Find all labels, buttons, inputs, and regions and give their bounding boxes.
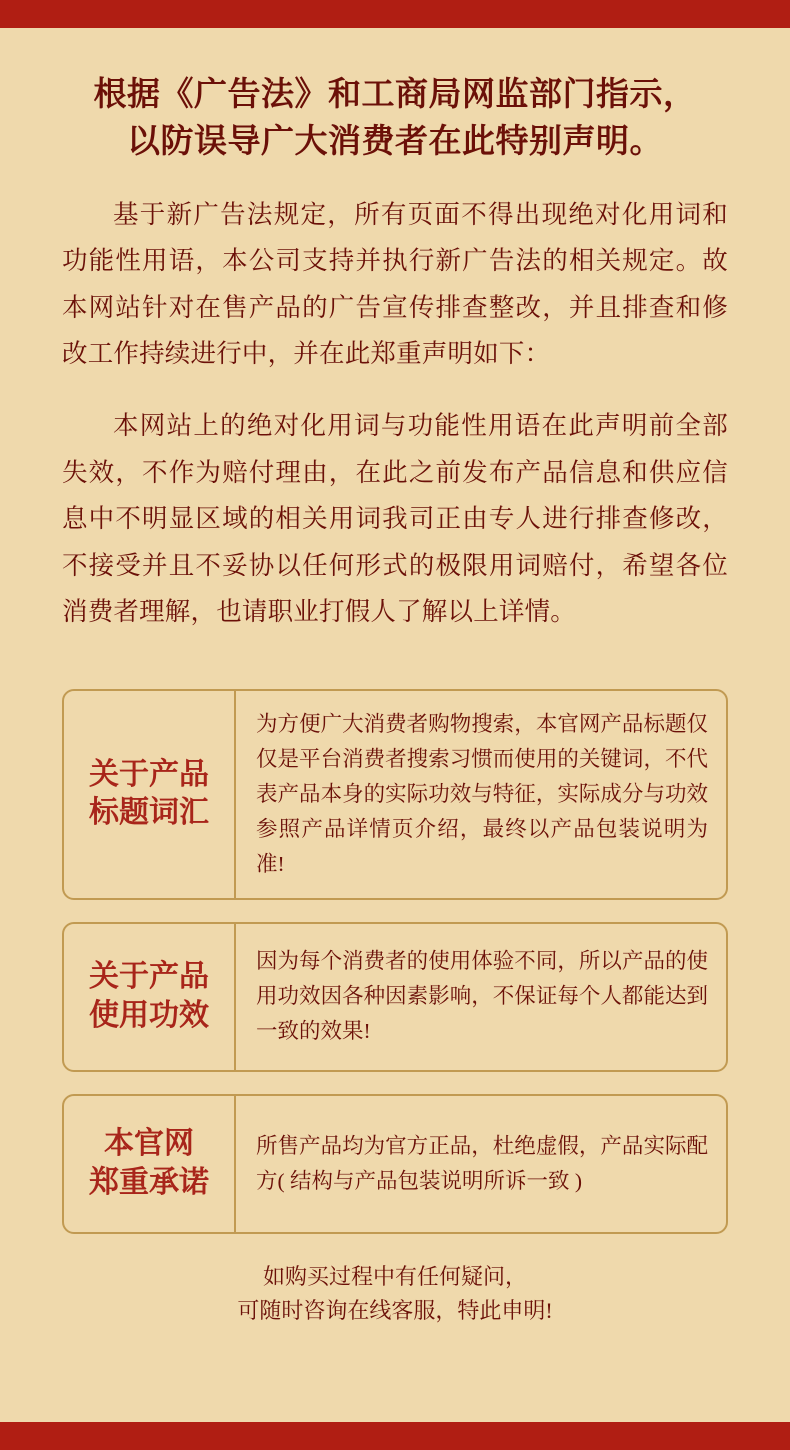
page-title-line-1: 根据《广告法》和工商局网监部门指示， xyxy=(93,77,697,113)
statement-card-product-title-terms xyxy=(62,689,728,899)
card-title-line-1: 关于产品 xyxy=(89,960,209,994)
card-title-product-efficacy xyxy=(64,924,236,1070)
card-body-official-promise: 所售产品均为官方正品，杜绝虚假，产品实际配方( 结构与产品包装说明所诉一致 ) xyxy=(256,1133,708,1193)
top-accent-bar xyxy=(0,0,790,28)
disclaimer-panel xyxy=(0,28,790,1422)
bottom-accent-bar xyxy=(0,1422,790,1450)
statement-card-list xyxy=(62,689,728,1233)
paragraph-two: 本网站上的绝对化用词与功能性用语在此声明前全部失效，不作为赔付理由，在此之前发布产品信息和供应信息中不明显区域的相关用词我司正由专人进行排查修改，不接受并且不妥协以任何形式的极限用词赔付，希望各位消费者理解，也请职业打假人了解以上详情。 xyxy=(62,411,728,626)
statement-card-product-efficacy xyxy=(62,922,728,1072)
card-title-line-1: 关于产品 xyxy=(89,758,209,792)
footer-note xyxy=(62,1260,728,1328)
card-title-line-1: 本官网 xyxy=(104,1127,194,1161)
footer-line-2: 可随时咨询在线客服，特此申明! xyxy=(237,1297,553,1323)
statement-card-official-promise xyxy=(62,1094,728,1234)
card-title-official-promise xyxy=(64,1096,236,1232)
card-title-line-2: 使用功效 xyxy=(89,998,209,1032)
card-title-line-2: 郑重承诺 xyxy=(89,1165,209,1199)
page-title xyxy=(62,72,728,166)
card-body-product-efficacy: 因为每个消费者的使用体验不同，所以产品的使用功效因各种因素影响，不保证每个人都能达到一致的效果! xyxy=(256,949,708,1043)
card-title-product-title-terms xyxy=(64,691,236,897)
card-title-line-2: 标题词汇 xyxy=(89,796,209,830)
footer-line-1: 如购买过程中有任何疑问， xyxy=(262,1263,527,1289)
card-body-product-title-terms: 为方便广大消费者购物搜索，本官网产品标题仅仅是平台消费者搜索习惯而使用的关键词，不代表产品本身的实际功效与特征，实际成分与功效参照产品详情页介绍，最终以产品包装说明为准! xyxy=(256,712,708,876)
paragraph-one: 基于新广告法规定，所有页面不得出现绝对化用词和功能性用语，本公司支持并执行新广告法的相关规定。故本网站针对在售产品的广告宣传排查整改，并且排查和修改工作持续进行中，并在此郑重声明如下： xyxy=(62,199,728,368)
page-title-line-2: 以防误导广大消费者在此特别声明。 xyxy=(127,123,663,160)
